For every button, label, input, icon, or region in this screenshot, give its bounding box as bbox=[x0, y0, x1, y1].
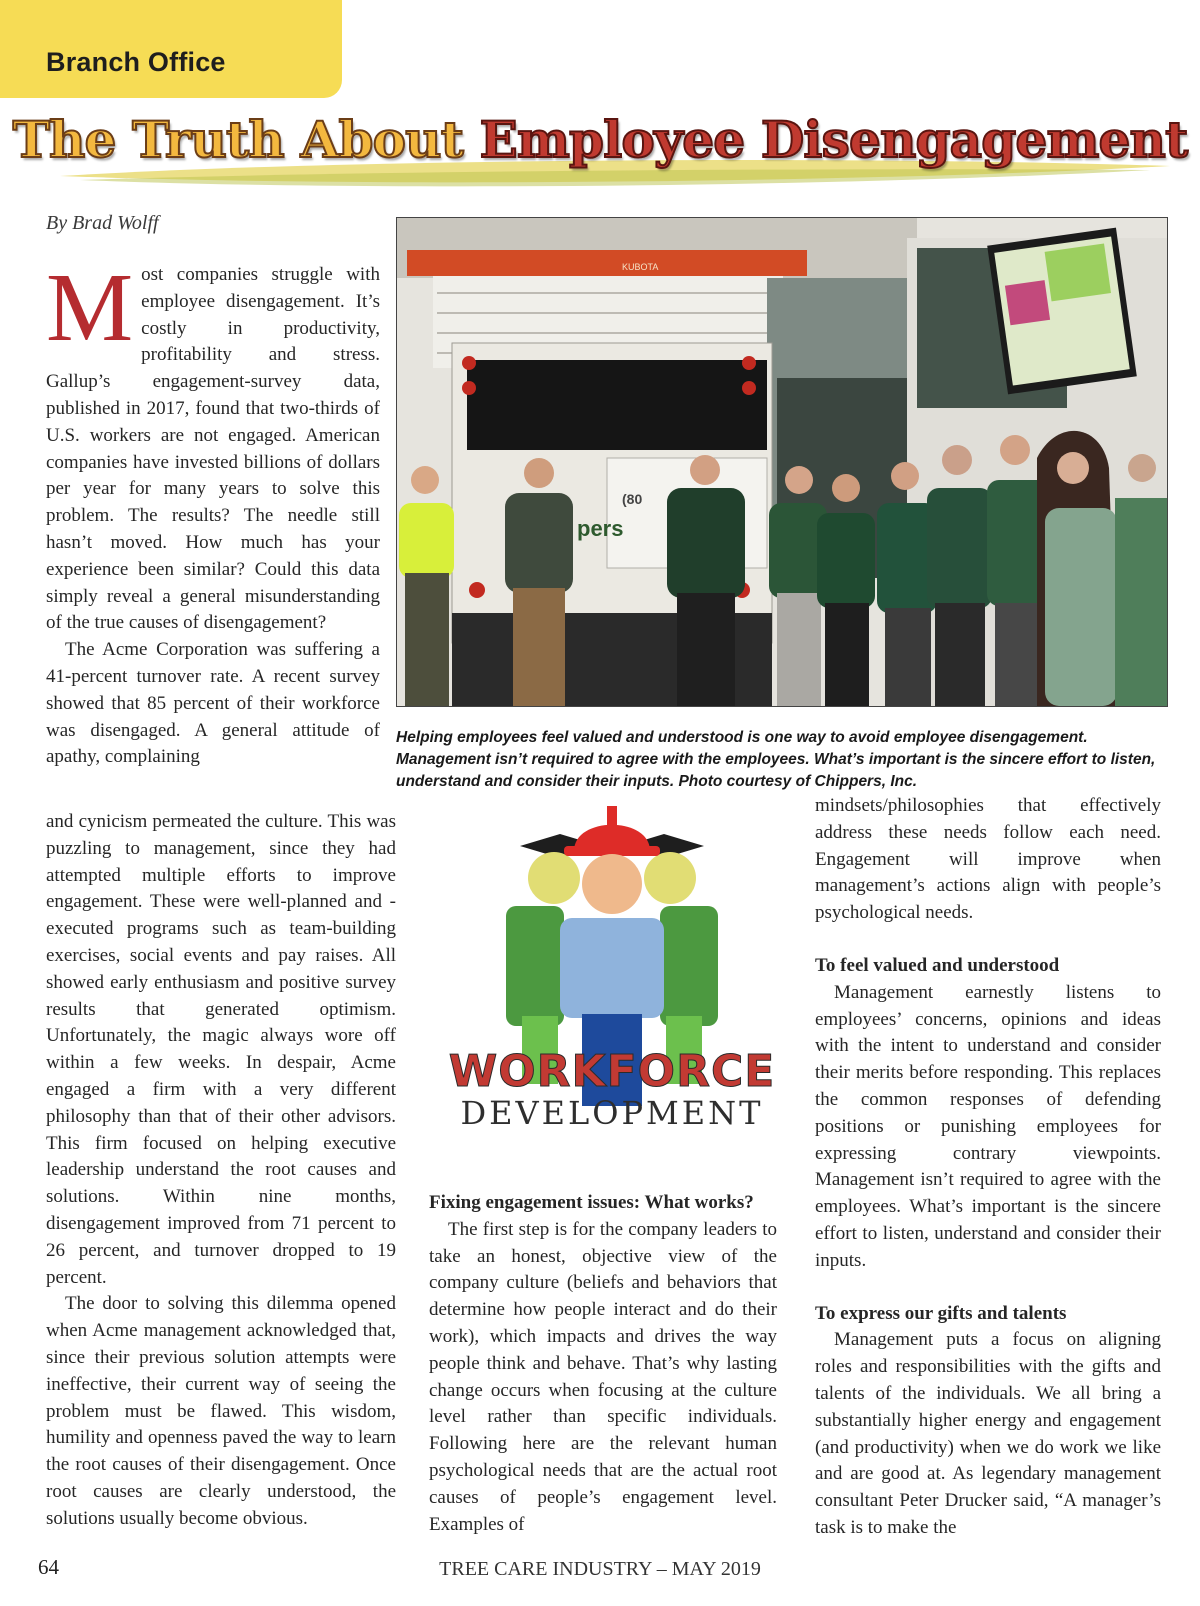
paragraph-mindsets: mindsets/philosophies that effectively address these needs follow each need. Engagement will improve when management’s actions align with people’s psychological needs. bbox=[815, 795, 1161, 924]
paragraph-acme-continued: and cynicism permeated the culture. This was puzzling to management, since they had attempted multiple efforts to improve engagement. These were well-planned and -executed programs such as team-building exercises, social events and pay raises. All showed early enthusiasm and positive survey results that generated optimism. Unfortunately, the magic always wore off within a few weeks. In despair, Acme engaged a firm with a very different philosophy than that of their other advisors. This firm focused on helping executive leadership understand the root causes and solutions. Within nine months, disengagement improved from 71 percent to 26 percent, and turnover dropped to 19 percent. bbox=[46, 811, 396, 1288]
magazine-footer: TREE CARE INDUSTRY – MAY 2019 bbox=[439, 1558, 761, 1580]
truck-sign-text: KUBOTA bbox=[622, 262, 659, 272]
column-2 bbox=[429, 1190, 777, 1538]
tv-screen bbox=[987, 228, 1137, 395]
drop-cap: M bbox=[46, 254, 134, 362]
paragraph-acme-start: The Acme Corporation was suffering a 41-percent turnover rate. A recent survey showed that 85 percent of their workforce was disengaged. A general attitude of apathy, complaining bbox=[46, 639, 380, 768]
column-3 bbox=[815, 793, 1161, 1542]
truck-phone-text: (80 bbox=[622, 491, 643, 507]
truck-logo-text: pers bbox=[577, 516, 624, 541]
paragraph-intro bbox=[46, 254, 380, 637]
article-photo bbox=[396, 217, 1168, 707]
logo-wordmark-workforce: WORKFORCE bbox=[448, 1046, 776, 1097]
byline: By Brad Wolff bbox=[46, 212, 159, 234]
title-part-1: The Truth About bbox=[12, 110, 464, 169]
logo-wordmark-development: DEVELOPMENT bbox=[460, 1094, 764, 1132]
heading-fixing: Fixing engagement issues: What works? bbox=[429, 1192, 754, 1213]
column-1-top bbox=[46, 254, 380, 771]
photo-illustration bbox=[397, 218, 1167, 706]
paragraph-gifts: Management puts a focus on aligning roles and responsibilities with the gifts and talents of the individuals. We all bring a substantially higher energy and engagement (and productivity) when we do work we like and are good at. As legendary management consultant Peter Drucker said, “A manager’s task is to make the bbox=[815, 1329, 1161, 1538]
page-number: 64 bbox=[38, 1555, 59, 1579]
column-1-bottom bbox=[46, 809, 396, 1533]
photo-caption: Helping employees feel valued and understood is one way to avoid employee disengagement. Management isn’t required to agree with the employees. What’s important is the sincere effort to listen, understand and consider their inputs. Photo courtesy of Chippers, Inc. bbox=[396, 729, 1156, 790]
paragraph-valued: Management earnestly listens to employees’ concerns, opinions and ideas with the intent to understand and consider their merits before responding. This replaces the common responses of defending positions or punishing employees for expressing contrary viewpoints. Management isn’t required to agree with the employees. What’s important is the sincere effort to listen, understand and consider their inputs. bbox=[815, 981, 1161, 1271]
section-tab bbox=[0, 0, 342, 98]
heading-gifts: To express our gifts and talents bbox=[815, 1302, 1067, 1324]
article-title bbox=[0, 110, 1200, 169]
paragraph-door: The door to solving this dilemma opened when Acme management acknowledged that, since their previous solution attempts were ineffective, their current way of seeing the problem must be flawed. This wisdom, humility and openness paved the way to learn the root causes of their disengagement. Once root causes are clearly understood, the solutions usually become obvious. bbox=[46, 1293, 396, 1529]
section-tab-label: Branch Office bbox=[46, 47, 226, 77]
title-part-2: Employee Disengagement bbox=[479, 110, 1188, 169]
heading-valued: To feel valued and understood bbox=[815, 954, 1060, 976]
paragraph-first-step: The first step is for the company leaders to take an honest, objective view of the company culture (beliefs and behaviors that determine how people interact and do their work), which impacts and drives the way people think and behave. That’s why lasting change occurs when focusing at the culture level rather than specific individuals. Following here are the relevant human psychological needs that are the actual root causes of people’s engagement level. Examples of bbox=[429, 1218, 777, 1535]
intro-text: ost companies struggle with employee disengagement. It’s costly in productivity, profitability and stress. Gallup’s engagement-survey data, published in 2017, found that two-thirds of U.S. workers are not engaged. American companies have invested billions of dollars per year for many years to solve this problem. The results? The needle still hasn’t moved. How much has your experience been similar? Could this data simply reveal a general misunderstanding of the true causes of disengagement? bbox=[46, 264, 380, 634]
